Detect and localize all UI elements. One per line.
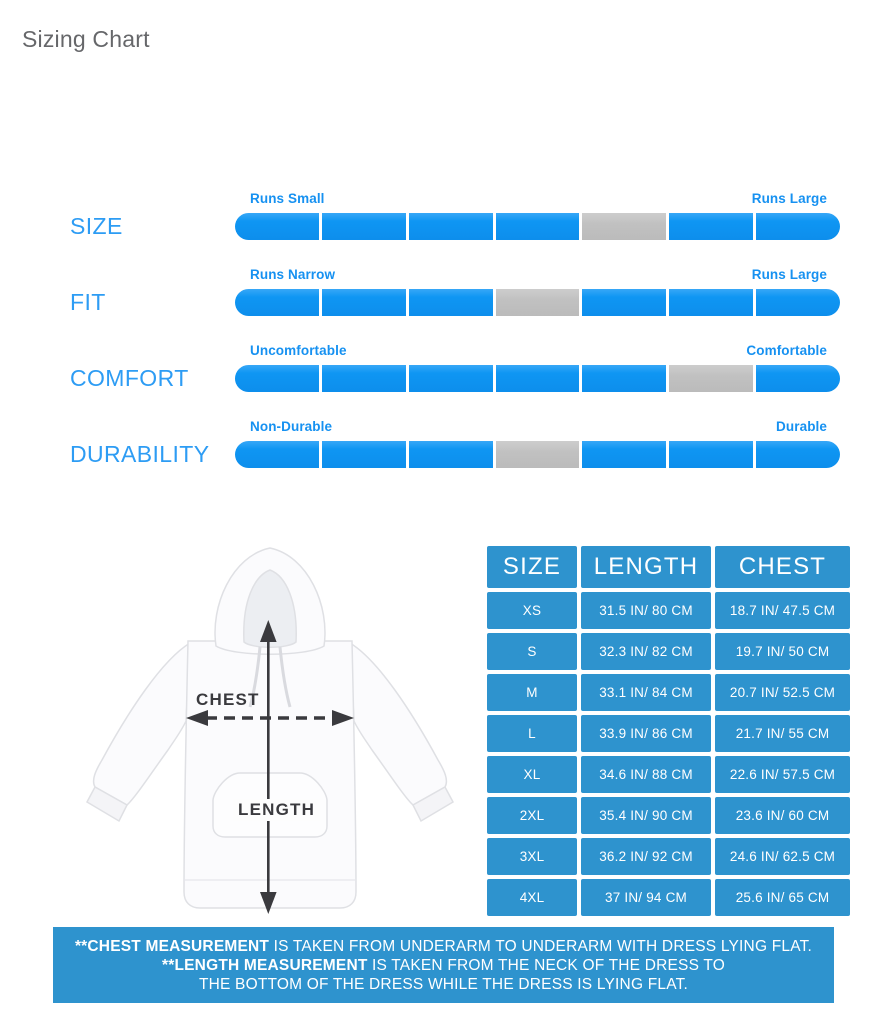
size-table-cell-chest: 25.6 IN/ 65 CM bbox=[715, 879, 850, 916]
footnote-chest-rest: IS TAKEN FROM UNDERARM TO UNDERARM WITH DRESS LYING FLAT. bbox=[269, 938, 813, 955]
rating-left-endpoint-label: Runs Narrow bbox=[250, 267, 336, 282]
rating-endpoint-labels bbox=[250, 419, 827, 434]
rating-bar bbox=[235, 213, 840, 240]
rating-category-label: SIZE bbox=[70, 213, 123, 239]
rating-endpoint-labels bbox=[250, 267, 827, 282]
hoodie-right-sleeve bbox=[350, 643, 446, 805]
rating-endpoint-labels bbox=[250, 343, 827, 358]
rating-right-endpoint-label: Runs Large bbox=[751, 267, 827, 282]
rating-marker-segment bbox=[582, 213, 666, 240]
rating-segment bbox=[409, 441, 493, 468]
size-table-cell-size: L bbox=[487, 715, 577, 752]
page-title: Sizing Chart bbox=[22, 26, 150, 52]
rating-segment bbox=[322, 289, 406, 316]
size-table-cell-chest: 23.6 IN/ 60 CM bbox=[715, 797, 850, 834]
size-table-cell-size: XL bbox=[487, 756, 577, 793]
size-table-header-size: SIZE bbox=[487, 546, 577, 588]
rating-segment bbox=[756, 289, 840, 316]
hoodie-illustration bbox=[70, 540, 470, 925]
rating-segment bbox=[409, 213, 493, 240]
footnote-line-1 bbox=[53, 937, 834, 956]
size-table-cell-chest: 22.6 IN/ 57.5 CM bbox=[715, 756, 850, 793]
rating-row-fit bbox=[0, 267, 887, 323]
rating-endpoint-labels bbox=[250, 191, 827, 206]
footnote-line-3 bbox=[53, 975, 834, 994]
size-table-cell-length: 35.4 IN/ 90 CM bbox=[581, 797, 711, 834]
size-table-cell-size: M bbox=[487, 674, 577, 711]
rating-segment bbox=[409, 365, 493, 392]
measurement-footnote bbox=[53, 927, 834, 1003]
rating-right-endpoint-label: Runs Large bbox=[751, 191, 827, 206]
rating-right-endpoint-label: Comfortable bbox=[746, 343, 827, 358]
size-table-cell-size: 3XL bbox=[487, 838, 577, 875]
size-table-cell-length: 33.9 IN/ 86 CM bbox=[581, 715, 711, 752]
rating-marker-segment bbox=[496, 289, 580, 316]
size-table-cell-length: 32.3 IN/ 82 CM bbox=[581, 633, 711, 670]
size-table-cell-length: 33.1 IN/ 84 CM bbox=[581, 674, 711, 711]
size-table-header-chest: CHEST bbox=[715, 546, 850, 588]
length-measure-label: LENGTH bbox=[233, 799, 320, 821]
rating-segment bbox=[235, 441, 319, 468]
size-table-cell-size: 4XL bbox=[487, 879, 577, 916]
size-table-cell-chest: 18.7 IN/ 47.5 CM bbox=[715, 592, 850, 629]
rating-row-size bbox=[0, 191, 887, 247]
hoodie-left-sleeve bbox=[94, 643, 190, 805]
rating-segment bbox=[235, 289, 319, 316]
rating-left-endpoint-label: Non-Durable bbox=[250, 419, 333, 434]
rating-segment bbox=[322, 441, 406, 468]
rating-segment bbox=[582, 289, 666, 316]
rating-category-label: FIT bbox=[70, 289, 106, 315]
size-table-cell-chest: 21.7 IN/ 55 CM bbox=[715, 715, 850, 752]
footnote-line-2 bbox=[53, 956, 834, 975]
rating-bar bbox=[235, 441, 840, 468]
rating-left-endpoint-label: Uncomfortable bbox=[250, 343, 347, 358]
chest-measure-label: CHEST bbox=[196, 690, 260, 709]
footnote-length-rest: IS TAKEN FROM THE NECK OF THE DRESS TO bbox=[367, 957, 725, 974]
rating-segment bbox=[409, 289, 493, 316]
rating-row-comfort bbox=[0, 343, 887, 399]
rating-segment bbox=[669, 441, 753, 468]
rating-segment bbox=[496, 365, 580, 392]
size-table-cell-length: 36.2 IN/ 92 CM bbox=[581, 838, 711, 875]
size-table-cell-size: S bbox=[487, 633, 577, 670]
rating-segment bbox=[582, 365, 666, 392]
rating-segment bbox=[235, 213, 319, 240]
size-table-header-length: LENGTH bbox=[581, 546, 711, 588]
rating-segment bbox=[322, 365, 406, 392]
rating-segment bbox=[756, 213, 840, 240]
garment-diagram bbox=[70, 540, 470, 925]
size-table-cell-length: 37 IN/ 94 CM bbox=[581, 879, 711, 916]
rating-segment bbox=[235, 365, 319, 392]
rating-category-label: DURABILITY bbox=[70, 441, 210, 467]
rating-bar bbox=[235, 365, 840, 392]
footnote-length-cont: THE BOTTOM OF THE DRESS WHILE THE DRESS IS LYING FLAT. bbox=[198, 976, 689, 993]
rating-bar bbox=[235, 289, 840, 316]
size-table-cell-length: 34.6 IN/ 88 CM bbox=[581, 756, 711, 793]
rating-marker-segment bbox=[669, 365, 753, 392]
rating-segment bbox=[322, 213, 406, 240]
size-table-cell-size: XS bbox=[487, 592, 577, 629]
rating-segment bbox=[496, 213, 580, 240]
footnote-chest-bold: **CHEST MEASUREMENT bbox=[74, 938, 270, 955]
size-table bbox=[487, 546, 850, 916]
rating-row-durability bbox=[0, 419, 887, 475]
footnote-length-bold: **LENGTH MEASUREMENT bbox=[162, 957, 368, 974]
size-table-cell-length: 31.5 IN/ 80 CM bbox=[581, 592, 711, 629]
rating-segment bbox=[756, 441, 840, 468]
size-table-cell-chest: 19.7 IN/ 50 CM bbox=[715, 633, 850, 670]
size-table-cell-chest: 24.6 IN/ 62.5 CM bbox=[715, 838, 850, 875]
rating-category-label: COMFORT bbox=[70, 365, 189, 391]
rating-left-endpoint-label: Runs Small bbox=[250, 191, 325, 206]
rating-segment bbox=[582, 441, 666, 468]
rating-segment bbox=[669, 213, 753, 240]
rating-marker-segment bbox=[496, 441, 580, 468]
rating-segment bbox=[669, 289, 753, 316]
rating-segment bbox=[756, 365, 840, 392]
size-table-cell-size: 2XL bbox=[487, 797, 577, 834]
rating-right-endpoint-label: Durable bbox=[776, 419, 827, 434]
size-table-cell-chest: 20.7 IN/ 52.5 CM bbox=[715, 674, 850, 711]
